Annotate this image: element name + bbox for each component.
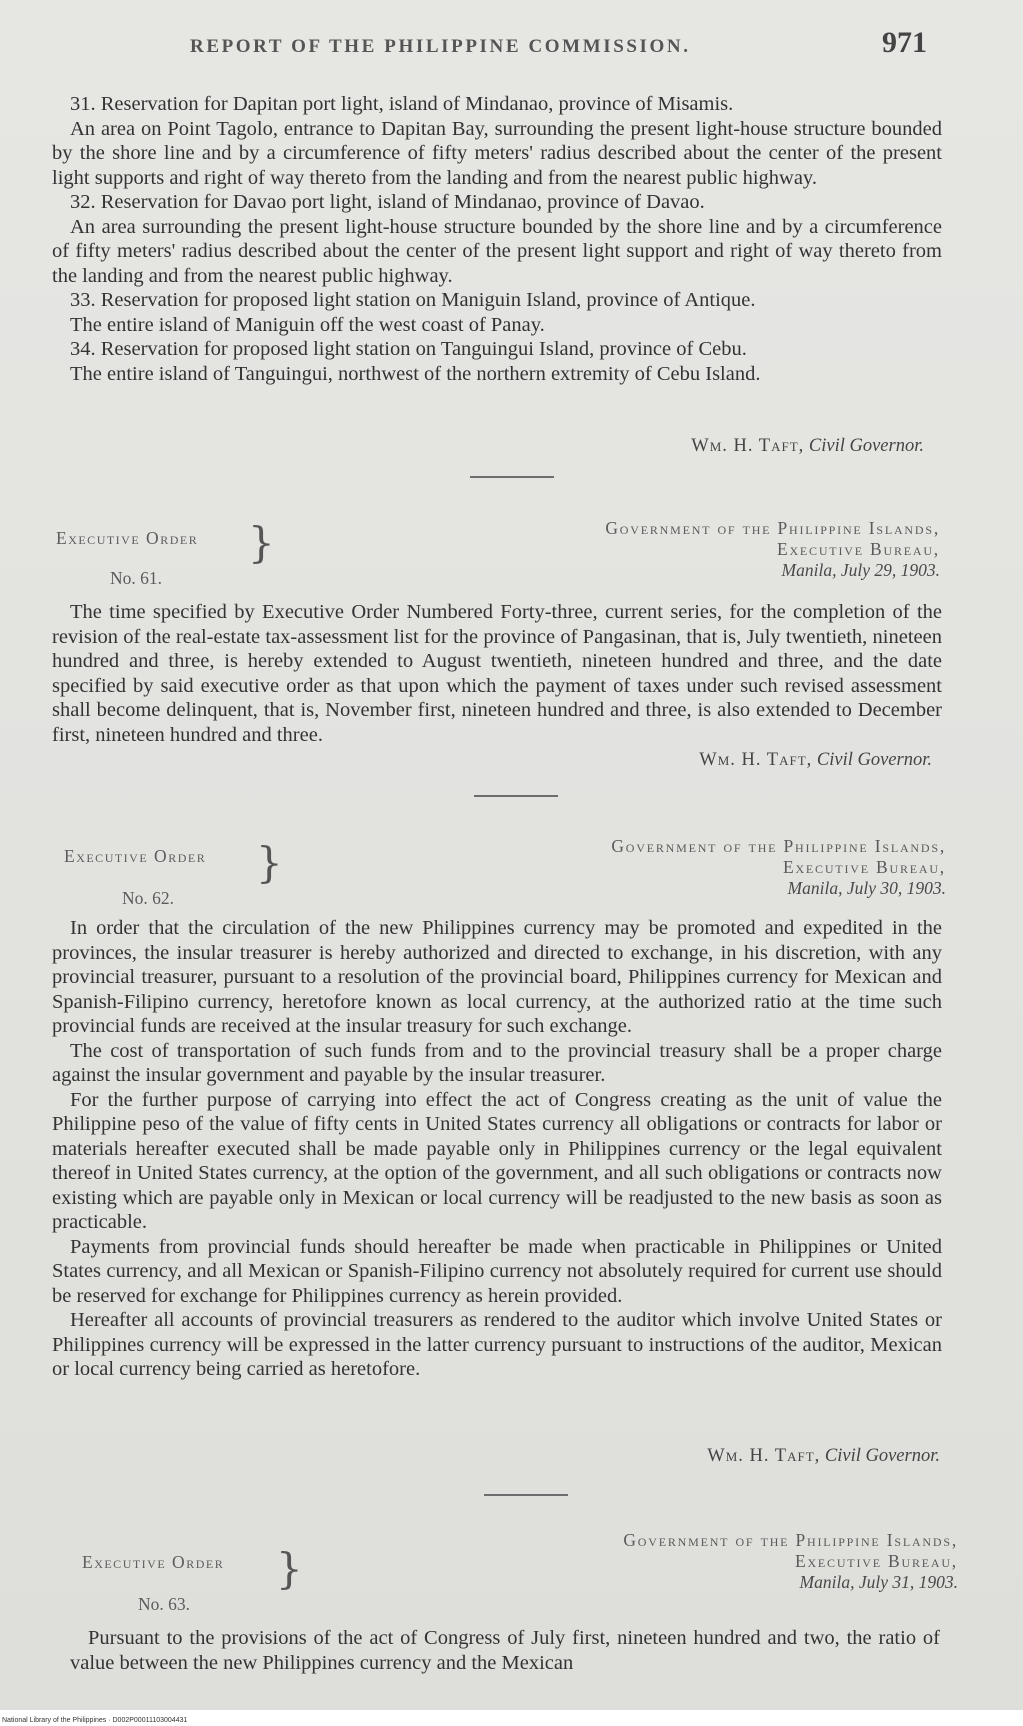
signature-title: Civil Governor. [816,750,932,770]
bureau-line: Executive Bureau, [782,857,946,877]
order-61-text [52,600,942,747]
brace-glyph: } [256,838,283,887]
divider-rule [470,476,554,478]
page-number: 971 [882,26,927,59]
paragraph: Pursuant to the provisions of the act of Congress of July first, nineteen hundred and two, the ratio of value between the new Philippines currency and the Mexican [70,1627,940,1674]
paragraph: The time specified by Executive Order Numbered Forty-three, current series, for the completion of the revision of the real-estate tax-assessment list for the province of Pangasinan, that is, July twentieth, nineteen hundred and three, is hereby extended to August twentieth, nineteen hundred and three, and the date specified by said executive order as that upon which the payment of taxes under such revised assessment shall become delinquent, that is, November first, nineteen hundred and three, is also extended to December first, nineteen hundred and three. [52,601,942,746]
order-number: No. 61. [110,568,163,588]
paragraph: For the further purpose of carrying into effect the act of Congress creating as the unit of value the Philippine peso of the value of fifty cents in United States currency all obligations or contracts for labor or materials hereafter executed shall be made payable only in Philippines currency or the legal equivalent thereof in United States currency, at the option of the government, and all such obligations or contracts now existing which are payable only in Mexican or local currency will be readjusted to the new basis as soon as practicable. [52,1088,942,1233]
signature-name: Wm. H. Taft, [691,436,805,456]
running-head: REPORT OF THE PHILIPPINE COMMISSION. [190,36,691,57]
signature [424,436,924,457]
paragraph: 34. Reservation for proposed light station on Tanguingui Island, province of Cebu. [70,338,747,360]
date-line: Manila, July 29, 1903. [781,560,940,580]
footer-strip [0,1710,1023,1726]
government-heading [380,518,940,581]
date-line: Manila, July 31, 1903. [799,1572,958,1592]
date-line: Manila, July 30, 1903. [787,878,946,898]
government-line: Government of the Philippine Islands, [611,836,946,856]
government-line: Government of the Philippine Islands, [605,518,940,538]
divider-rule [484,1494,568,1496]
footer-text: National Library of the Philippines · D002P00011103004431 [2,1717,188,1724]
signature-title: Civil Governor. [808,436,924,456]
reservations-text [52,92,942,386]
government-heading [386,836,946,899]
paragraph: 31. Reservation for Dapitan port light, island of Mindanao, province of Misamis. [70,93,734,115]
signature-title: Civil Governor. [824,1446,940,1466]
page-header [0,26,1023,66]
paragraph: 33. Reservation for proposed light station on Maniguin Island, province of Antique. [70,289,756,311]
order-number: No. 62. [122,888,175,908]
bureau-line: Executive Bureau, [794,1551,958,1571]
order-63-text [70,1626,940,1675]
order-label: Executive Order [82,1552,225,1572]
brace-glyph: } [248,518,275,567]
paragraph: The entire island of Maniguin off the west coast of Panay. [70,313,545,336]
signature [432,750,932,771]
paragraph: 32. Reservation for Davao port light, island of Mindanao, province of Davao. [70,191,705,213]
paragraph: Hereafter all accounts of provincial treasurers as rendered to the auditor which involve United States or Philippines currency will be expressed in the latter currency pursuant to instructions of the auditor, Mexican or local currency being carried as heretofore. [52,1309,942,1380]
divider-rule [474,795,558,797]
government-line: Government of the Philippine Islands, [623,1530,958,1550]
paragraph: The entire island of Tanguingui, northwest of the northern extremity of Cebu Island. [70,362,761,385]
paragraph: An area surrounding the present light-house structure bounded by the shore line and by a circumference of fifty meters' radius described about the center of the present light support and right of way thereto from the landing and from the nearest public highway. [52,215,942,287]
order-62-text [52,916,942,1382]
paragraph: In order that the circulation of the new Philippines currency may be promoted and expedited in the provinces, the insular treasurer is hereby authorized and directed to exchange, in his discretion, with any provincial treasurer, pursuant to a resolution of the provincial board, Philippines currency for Mexican and Spanish-Filipino currency, heretofore known as local currency, at the authorized ratio at the time such provincial funds are received at the insular treasury for such exchange. [52,917,942,1037]
government-heading [398,1530,958,1593]
order-label: Executive Order [56,528,199,548]
signature-name: Wm. H. Taft, [707,1446,821,1466]
signature [440,1446,940,1467]
brace-glyph: } [276,1544,303,1593]
order-number: No. 63. [138,1594,191,1614]
paragraph: An area on Point Tagolo, entrance to Dapitan Bay, surrounding the present light-house structure bounded by the shore line and by a circumference of fifty meters' radius described about the center of the present light supports and right of way thereto from the landing and from the nearest public highway. [52,117,942,189]
paragraph: The cost of transportation of such funds from and to the provincial treasury shall be a proper charge against the insular government and payable by the insular treasurer. [52,1039,942,1086]
order-label: Executive Order [64,846,207,866]
bureau-line: Executive Bureau, [776,539,940,559]
paragraph: Payments from provincial funds should hereafter be made when practicable in Philippines or United States currency, and all Mexican or Spanish-Filipino currency not absolutely required for current use should be reserved for exchange for Philippines currency as herein provided. [52,1235,942,1307]
signature-name: Wm. H. Taft, [699,750,813,770]
